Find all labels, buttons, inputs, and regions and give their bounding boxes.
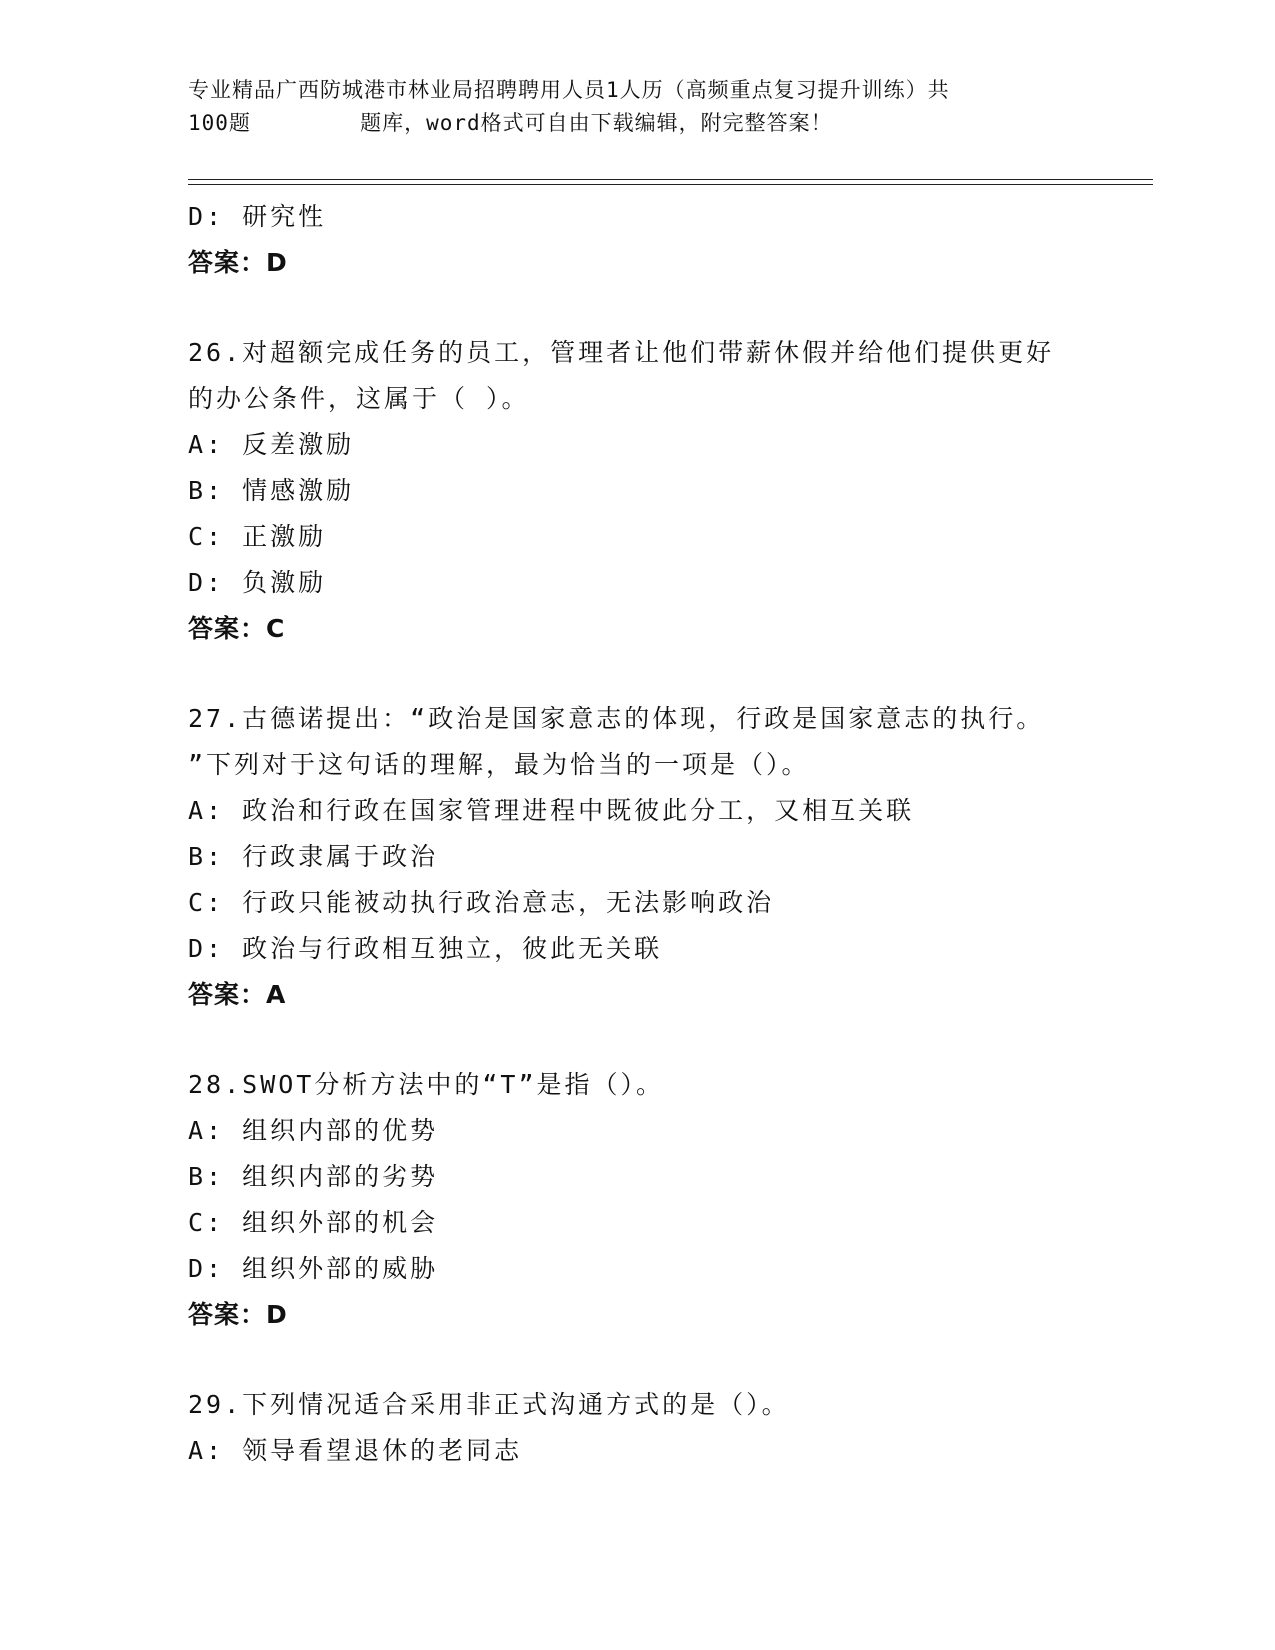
option-a: A: 领导看望退休的老同志 [188,1436,523,1465]
question-stem-line: 26.对超额完成任务的员工，管理者让他们带薪休假并给他们提供更好 [188,338,1055,367]
question-stem-line: 27.古德诺提出：“政治是国家意志的体现，行政是国家意志的执行。 [188,704,1045,733]
answer-line: 答案：D [188,1300,288,1329]
option-d: D: 研究性 [188,202,327,231]
option-b: B: 行政隶属于政治 [188,842,439,871]
question-stem-line: 29.下列情况适合采用非正式沟通方式的是（）。 [188,1390,790,1419]
option-d: D: 负激励 [188,568,327,597]
option-c: C: 组织外部的机会 [188,1208,439,1237]
question-29 [188,1382,1088,1474]
previous-question-tail [188,194,1088,286]
option-c: C: 行政只能被动执行政治意志，无法影响政治 [188,888,775,917]
header-divider-top [188,179,1153,180]
question-26 [188,330,1088,652]
page-header [188,74,1088,140]
answer-line: 答案：C [188,614,286,643]
header-divider-bottom [188,184,1153,185]
option-d: D: 组织外部的威胁 [188,1254,439,1283]
option-d: D: 政治与行政相互独立，彼此无关联 [188,934,663,963]
header-title-line-2: 100题 题库，word格式可自由下载编辑，附完整答案！ [188,111,833,135]
question-content [188,194,1088,1474]
question-28 [188,1062,1088,1338]
option-b: B: 情感激励 [188,476,355,505]
header-title-line-1: 专业精品广西防城港市林业局招聘聘用人员1人历（高频重点复习提升训练）共 [188,78,950,102]
option-a: A: 政治和行政在国家管理进程中既彼此分工，又相互关联 [188,796,915,825]
question-27 [188,696,1088,1018]
answer-line: 答案：A [188,980,287,1009]
question-stem-line: ”下列对于这句话的理解，最为恰当的一项是（）。 [188,750,810,779]
option-b: B: 组织内部的劣势 [188,1162,439,1191]
question-stem-line: 28.SWOT分析方法中的“T”是指（）。 [188,1070,665,1099]
option-c: C: 正激励 [188,522,327,551]
option-a: A: 反差激励 [188,430,355,459]
answer-line: 答案：D [188,248,288,277]
question-stem-line: 的办公条件，这属于（ ）。 [188,384,530,413]
option-a: A: 组织内部的优势 [188,1116,439,1145]
